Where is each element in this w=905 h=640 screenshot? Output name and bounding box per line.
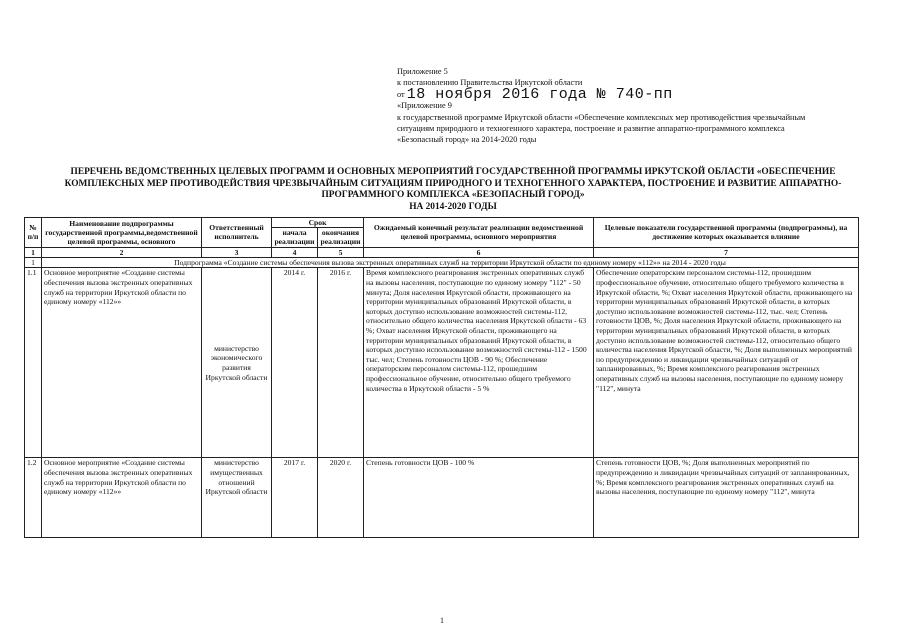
programs-table: [24, 217, 859, 538]
document-title: [28, 167, 878, 213]
appendix-line-4: «Приложение 9: [397, 101, 452, 111]
header-row-1: [25, 218, 859, 228]
header-num: № п/п: [25, 218, 42, 248]
appendix-line-1: Приложение 5: [397, 67, 448, 76]
col-number: 2: [42, 247, 202, 257]
row-result: Степень готовности ЦОВ - 100 %: [364, 458, 594, 538]
row-indicators: Обеспечение операторским персоналом системы-112, прошедшим профессиональное обучение, относительно общего требуемого количества в Иркутской области, %; Охват населения Иркутской области, проживающего на территории муниципальных образований Иркутской области, в которых доступно использование возможностей системы-112, тыс. чел; Степень готовности ЦОВ, %; Доля населения Иркутской области, проживающего на территории муниципальных образований Иркутской области, в которых доступно использование возможностей системы-112, относительно общего количества населения Иркутской области, %; Доля выполненных мероприятий по предупреждению и ликвидации чрезвычайных ситуаций от запланированных, %; Время комплексного реагирования экстренных оперативных служб на вызовы населения, поступающие по единому номеру "112", минута: [594, 268, 859, 458]
row-name: Основное мероприятие «Создание системы обеспечения вызова экстренных оперативных служб на территории Иркутской области по единому номеру «112»»: [42, 458, 202, 538]
date-handwritten: 18 ноября 2016 года № 740-пп: [406, 85, 673, 103]
row-end: 2016 г.: [318, 268, 364, 458]
col-number: 5: [318, 247, 364, 257]
col-number: 4: [272, 247, 318, 257]
header-indicators: Целевые показатели государственной программы (подпрограммы), на достижение которых оказывается влияние: [594, 218, 859, 248]
date-prefix: от: [397, 89, 405, 99]
title-line-3: ПРОГРАММНОГО КОМПЛЕКСА «БЕЗОПАСНЫЙ ГОРОД»: [321, 190, 585, 201]
appendix-line-5: к государственной программе Иркутской области «Обеспечение комплексных мер противодействия чрезвычайным ситуациям природного и техногенного характера, построение и развитие аппаратно-программного комплекса «Безопасный город» на 2014-2020 годы: [397, 112, 806, 145]
row-responsible: министерство имущественных отношений Иркутской области: [202, 458, 272, 538]
header-term: Срок: [272, 218, 364, 228]
subprogram-row: [25, 257, 859, 268]
row-end: 2020 г.: [318, 458, 364, 538]
title-line-4: НА 2014-2020 ГОДЫ: [409, 201, 497, 212]
row-responsible: министерство экономического развития Иркутской области: [202, 268, 272, 458]
header-name: Наименование подпрограммы государственной программы,ведомственной целевой программы, основного: [42, 218, 202, 248]
col-number: 6: [364, 247, 594, 257]
subprogram-title: Подпрограмма «Создание системы обеспечения вызова экстренных оперативных служб на территории Иркутской области по единому номеру «112»» на 2014 - 2020 годы: [42, 257, 859, 268]
col-number: 3: [202, 247, 272, 257]
header-start: начала реализации: [272, 228, 318, 247]
title-line-2: КОМПЛЕКСНЫХ МЕР ПРОТИВОДЕЙСТВИЯ ЧРЕЗВЫЧАЙНЫМ СИТУАЦИЯМ ПРИРОДНОГО И ТЕХНОГЕННОГО ХАРАКТЕРА, ПОСТРОЕНИЕ И РАЗВИТИЕ АППАРАТНО-: [64, 178, 842, 189]
header-end: окончания реализации: [318, 228, 364, 247]
row-indicators: Степень готовности ЦОВ, %; Доля выполненных мероприятий по предупреждению и ликвидации чрезвычайных ситуаций от запланированных, %; Время комплексного реагирования экстренных оперативных служб на вызовы населения, поступающие по единому номеру "112", минута: [594, 458, 859, 538]
row-start: 2014 г.: [272, 268, 318, 458]
col-number: 1: [25, 247, 42, 257]
table-row: [25, 458, 859, 538]
page-number: 1: [440, 616, 444, 625]
header-responsible: Ответственный исполнитель: [202, 218, 272, 248]
row-name: Основное мероприятие «Создание системы обеспечения вызова экстренных оперативных служб на территории Иркутской области по единому номеру «112»»: [42, 268, 202, 458]
table-row: [25, 268, 859, 458]
row-start: 2017 г.: [272, 458, 318, 538]
column-number-row: [25, 247, 859, 257]
subprogram-num: 1: [25, 257, 42, 268]
appendix-block: [397, 66, 827, 146]
col-number: 7: [594, 247, 859, 257]
title-line-1: ПЕРЕЧЕНЬ ВЕДОМСТВЕННЫХ ЦЕЛЕВЫХ ПРОГРАММ И ОСНОВНЫХ МЕРОПРИЯТИЙ ГОСУДАРСТВЕННОЙ ПРОГРАММЫ ИРКУТСКОЙ ОБЛАСТИ «ОБЕСПЕЧЕНИЕ: [70, 167, 836, 177]
row-result: Время комплексного реагирования экстренных оперативных служб на вызовы населения, поступающие по единому номеру "112" - 50 минута; Доля населения Иркутской области, проживающего на территории муниципальных образований Иркутской области, в которых доступно использование возможностей системы-112, относительно общего количества населения Иркутской области - 63 %; Охват населения Иркутской области, проживающего на территории муниципальных образований Иркутской области, в которых доступно использование возможностей системы-112 - 1500 тыс. чел; Степень готовности ЦОВ - 90 %; Обеспечение операторским персоналом системы-112, прошедшим профессиональное обучение, относительно общего требуемого количества в Иркутской области - 5 %: [364, 268, 594, 458]
appendix-line-2: к постановлению Правительства Иркутской области: [397, 78, 583, 88]
row-num: 1.2: [25, 458, 42, 538]
row-num: 1.1: [25, 268, 42, 458]
header-result: Ожидаемый конечный результат реализации ведомственной целевой программы, основного мероприятия: [364, 218, 594, 248]
appendix-date: [397, 85, 827, 103]
